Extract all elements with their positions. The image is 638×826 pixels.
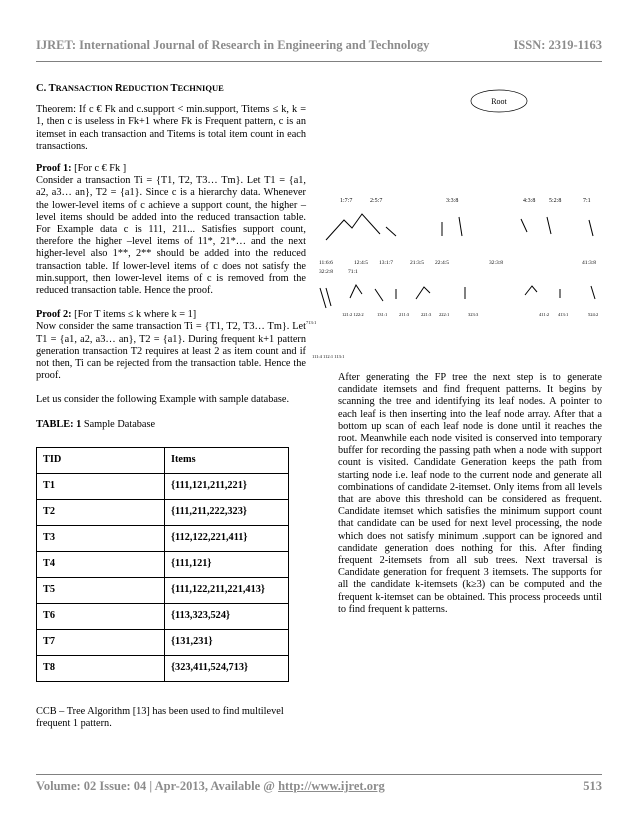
tree-node-label: 3:3:8: [446, 198, 459, 204]
journal-title: IJRET: International Journal of Research in Engineering and Technology: [36, 38, 430, 52]
level1-labels: [340, 198, 591, 204]
table-cell: {111,122,211,221,413}: [165, 577, 289, 603]
right-column: [338, 372, 602, 616]
tree-node-label: 2:5:7: [370, 198, 383, 204]
table-row: [37, 655, 289, 681]
level2-labels: [319, 260, 596, 275]
table-cell: T3: [37, 525, 165, 551]
section-title: C. TRANSACTION REDUCTION TECHNIQUE: [36, 83, 224, 94]
fp-tree-diagram: [306, 82, 606, 362]
level3-labels: [342, 312, 598, 317]
table-cell: T7: [37, 629, 165, 655]
tree-node-label: 7:1: [583, 198, 591, 204]
level1-edges: [326, 214, 593, 240]
sample-database-table: [36, 447, 289, 682]
left-column: [36, 82, 306, 682]
tree-node-label: 71:1: [348, 269, 358, 275]
table-header-row: [37, 447, 289, 473]
table-header-cell: TID: [37, 447, 165, 473]
table-header-cell: Items: [165, 447, 289, 473]
tree-node-label: 13:1:7: [379, 260, 394, 266]
issn-label: ISSN: 2319-1163: [513, 38, 602, 52]
candidate-generation-text: After generating the FP tree the next step is to generate candidate itemsets and find frequent patterns. It begins by scanning the tree and identifying its leaf nodes. A pointer to each leaf is then inserting into the leaf node array. After that a bottom up scan of each leaf node is done until it reaches the root. Meanwhile each node visited is conserved into temporary buffer for recording the passing path when a node with support count is visited. Candidate Generation keeps the path from starting node i.e. leaf node to the current node and generate all combinations of candidate 2-itemset. Only items from all levels that are above this threshold can be considered as frequent. Candidate itemset which satisfies the minimum support count that candidate can be used for next level processing, the node which does not satisfy minimum .support can be ignored and candidate generation does nothing for this. After finding frequent 2-itemsets from all sub trees. Next traversal is Candidate generation for frequent 3 itemsets. The supports for all the candidate k-itemsets (k≥3) can be computed and the frequent k-itemset can be obtained. This process proceeds until to find frequent k patterns.: [338, 372, 602, 615]
tree-node-label: 222:1: [439, 312, 450, 317]
table-row: [37, 525, 289, 551]
table-row: [37, 473, 289, 499]
page-number: 513: [583, 779, 602, 793]
tree-node-label: 32:2:8: [319, 269, 334, 275]
proof1-heading: Proof 1: [For c € Fk ]: [36, 163, 127, 175]
table-row: [37, 603, 289, 629]
tree-node-label: 211:3: [399, 312, 410, 317]
level2-edges: [320, 285, 595, 308]
table-caption: TABLE: 1 Sample Database: [36, 418, 156, 430]
tree-node-label: 21:3:5: [410, 260, 425, 266]
table-row: [37, 499, 289, 525]
tree-node-label: 221:3: [421, 312, 432, 317]
table-cell: T4: [37, 551, 165, 577]
tree-node-label: 323:3: [468, 312, 479, 317]
tree-node-label: 111:4 112:1 113:1: [312, 354, 345, 359]
journal-link[interactable]: http://www.ijret.org: [278, 779, 385, 793]
page-header: [36, 38, 602, 62]
table-cell: T5: [37, 577, 165, 603]
volume-info: Volume: 02 Issue: 04 | Apr-2013, Available @: [36, 779, 279, 793]
table-cell: {113,323,524}: [165, 603, 289, 629]
theorem-text: Theorem: If c € Fk and c.support < min.support, Titems ≤ k, k = 1, then c is useless in Fk+1 where Fk is Frequent pattern, c is an itemset in each transaction and Titems is total item count in each transactions.: [36, 104, 306, 152]
table-cell: T2: [37, 499, 165, 525]
table-cell: {111,121,211,221}: [165, 473, 289, 499]
tree-node-label: 32:3:8: [489, 260, 504, 266]
tree-node-label: 22:4:5: [435, 260, 450, 266]
proof2-text: Now consider the same transaction Ti = {T1, T2, T3… Tm}. Let T1 = {a1, a2, a3… an}, T2 = {a1}. During frequent k+1 pattern generation transaction T2 requires at least 2 as item count and if not then, Ti can be rejected from the transaction table. Hence the proof.: [36, 321, 306, 382]
tree-node-label: 5:2:8: [549, 198, 562, 204]
example-intro: Let us consider the following Example with sample database.: [36, 394, 290, 406]
tree-node-label: 713:1: [306, 320, 317, 325]
table-cell: T1: [37, 473, 165, 499]
table-cell: T6: [37, 603, 165, 629]
table-cell: {323,411,524,713}: [165, 655, 289, 681]
page-footer: [36, 774, 602, 796]
proof1-text: Consider a transaction Ti = {T1, T2, T3… Tm}. Let T1 = {a1, a2, a3… an}, T2 = {a1}. Since c is a hierarchy data. Whenever the lower-level items of c achieve a support count, the higher –level items should be added into the reduced transaction table. For Example data c is 111, 211... Satisfies support count, therefore the higher –level items of 11*, 21*… and the next higher-level also 1**, 2** should be added into the reduced transaction table. If lower-level items of c does not satisfy the min.support, then lower-level items of c is removed from the reduced transaction table. Hence the proof.: [36, 175, 306, 297]
tree-node-label: 1:7:7: [340, 198, 353, 204]
proof2-heading: Proof 2: [For T items ≤ k where k = 1]: [36, 309, 197, 321]
tree-node-label: 121:2 122:2: [342, 312, 364, 317]
tree-node-label: 11:6:6: [319, 260, 333, 266]
table-cell: {112,122,221,411}: [165, 525, 289, 551]
tree-node-label: 131:1: [377, 312, 388, 317]
table-row: [37, 551, 289, 577]
table-cell: T8: [37, 655, 165, 681]
ccb-tree-text: CCB – Tree Algorithm [13] has been used to find multilevel frequent 1 pattern.: [36, 706, 284, 730]
tree-node-label: 411:2: [539, 312, 550, 317]
tree-node-label: 524:2: [588, 312, 599, 317]
tree-node-label: 12:4:5: [354, 260, 369, 266]
table-cell: {131,231}: [165, 629, 289, 655]
table-row: [37, 577, 289, 603]
tree-node-label: 413:1: [558, 312, 569, 317]
tree-node-label: 4:3:8: [523, 198, 536, 204]
table-row: [37, 629, 289, 655]
tree-node-label: 41:3:8: [582, 260, 597, 266]
table-cell: {111,121}: [165, 551, 289, 577]
root-label: Root: [491, 97, 507, 106]
table-cell: {111,211,222,323}: [165, 499, 289, 525]
